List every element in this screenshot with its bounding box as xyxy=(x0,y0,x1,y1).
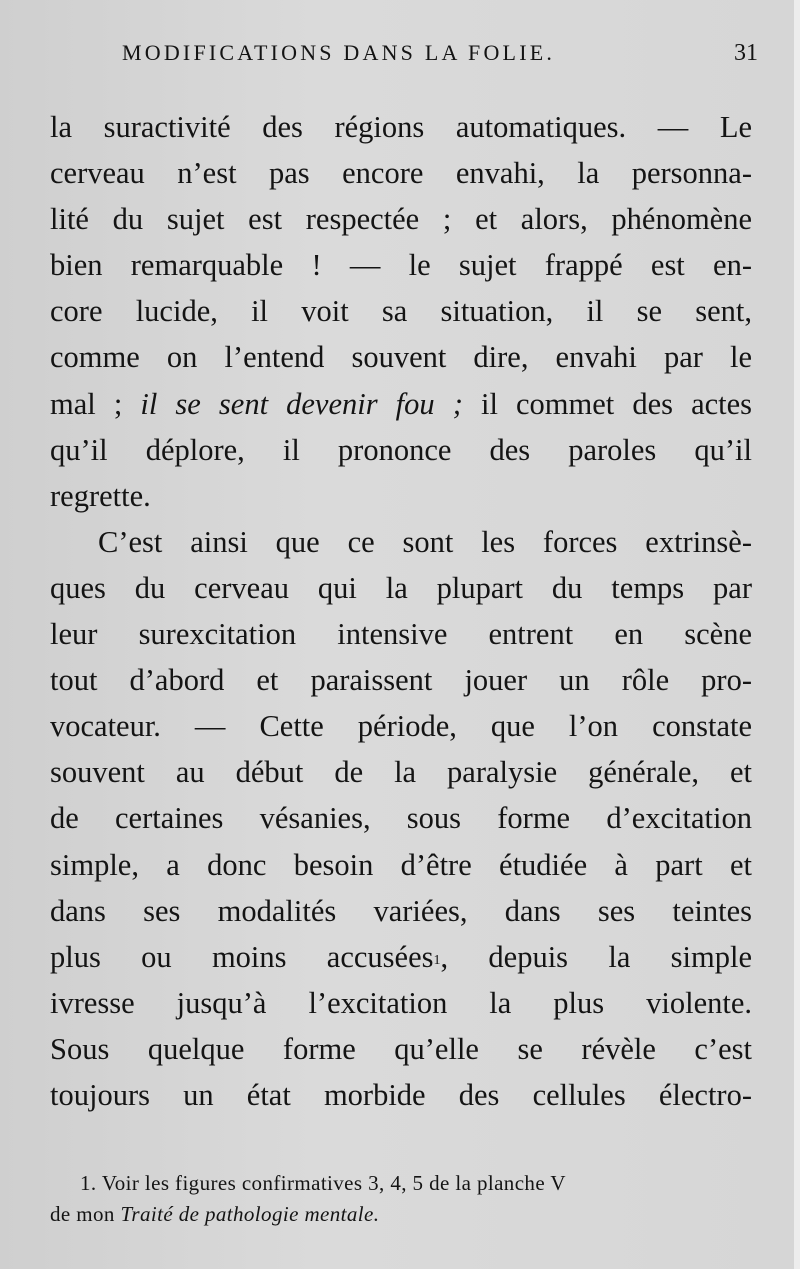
paragraph-end-line: regrette. xyxy=(50,478,151,513)
paragraph-start-line: C’est ainsi que ce sont les forces extrinsè- xyxy=(98,524,752,559)
text-line: de certaines vésanies, sous forme d’excitation xyxy=(50,801,752,836)
footnote xyxy=(50,1168,756,1230)
text-segment: il commet des actes xyxy=(480,386,753,421)
text-line: core lucide, il voit sa situation, il se sent, xyxy=(50,294,752,329)
text-segment: , depuis la simple xyxy=(440,939,752,974)
text-line xyxy=(50,934,752,980)
text-line: la suractivité des régions automatiques. — Le xyxy=(50,110,752,144)
footnote-text: de mon xyxy=(50,1202,115,1226)
text-line: tout d’abord et paraissent jouer un rôle pro- xyxy=(50,663,752,698)
footnote-line xyxy=(50,1168,756,1199)
text-line: vocateur. — Cette période, que l’on constate xyxy=(50,709,752,744)
text-line: simple, a donc besoin d’être étudiée à part et xyxy=(50,847,752,882)
footnote-reference: 1 xyxy=(433,952,441,968)
text-line: lité du sujet est respectée ; et alors, phénomène xyxy=(50,202,752,237)
text-line: comme on l’entend souvent dire, envahi par le xyxy=(50,340,752,375)
text-line: toujours un état morbide des cellules électro- xyxy=(50,1077,752,1112)
text-segment: mal ; xyxy=(50,386,123,421)
text-segment: plus ou moins accusées xyxy=(50,939,434,974)
text-line: souvent au début de la paralysie générale, et xyxy=(50,755,752,790)
text-line: dans ses modalités variées, dans ses teintes xyxy=(50,893,752,928)
footnote-line xyxy=(50,1199,756,1230)
body-text xyxy=(50,104,752,1118)
footnote-text: Voir les figures confirmatives 3, 4, 5 de la planche V xyxy=(101,1171,566,1195)
text-line: ques du cerveau qui la plupart du temps par xyxy=(50,570,752,605)
page-edge xyxy=(794,0,800,1269)
text-line: qu’il déplore, il prononce des paroles qu’il xyxy=(50,432,752,467)
running-head-title: MODIFICATIONS DANS LA FOLIE. xyxy=(122,40,556,65)
footnote-book-title: Traité de pathologie mentale. xyxy=(120,1202,380,1226)
running-head xyxy=(50,40,760,80)
text-line: leur surexcitation intensive entrent en scène xyxy=(50,617,752,652)
text-line: Sous quelque forme qu’elle se révèle c’est xyxy=(50,1031,752,1066)
footnote-marker: 1. xyxy=(80,1171,97,1195)
text-line: cerveau n’est pas encore envahi, la personna- xyxy=(50,156,752,191)
page-number: 31 xyxy=(734,40,758,66)
text-line: bien remarquable ! — le sujet frappé est en- xyxy=(50,248,752,283)
text-line: ivresse jusqu’à l’excitation la plus violente. xyxy=(50,985,752,1020)
italic-phrase: il se sent devenir fou ; xyxy=(140,386,463,421)
text-line xyxy=(50,381,752,427)
